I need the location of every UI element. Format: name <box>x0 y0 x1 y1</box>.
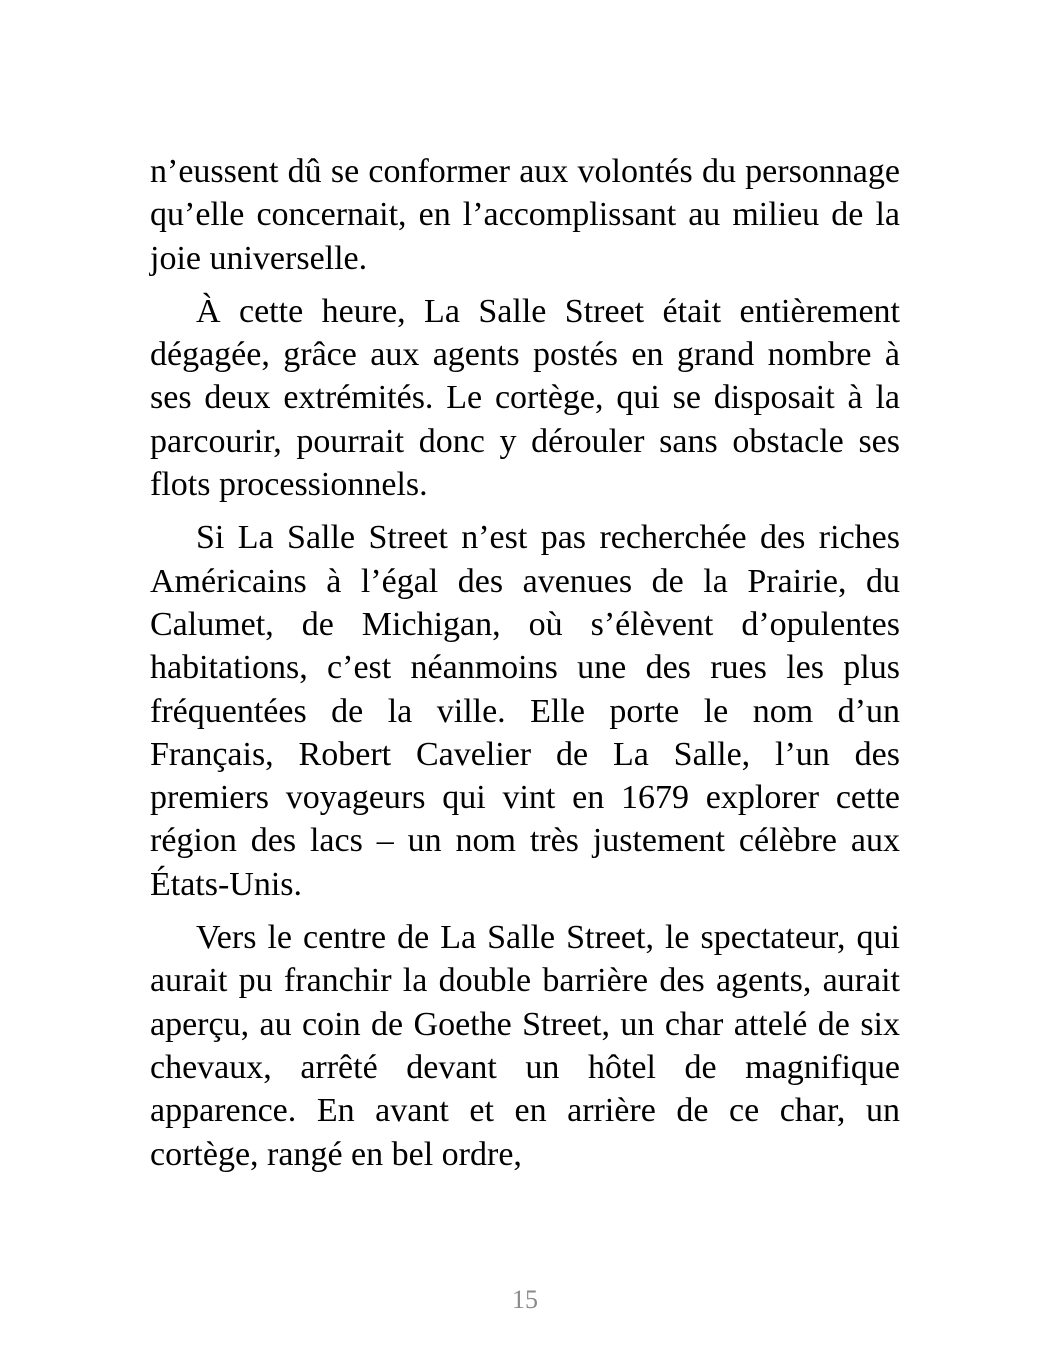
page-number: 15 <box>512 1285 538 1314</box>
paragraph: Si La Salle Street n’est pas recherchée des riches Américains à l’égal des avenues de la Prairie, du Calumet, de Michigan, où s’élèvent d’opulentes habitations, c’est néanmoins une des rues les plus fréquentées de la ville. Elle porte le nom d’un Français, Robert Cavelier de La Salle, l’un des premiers voyageurs qui vint en 1679 explorer cette région des lacs – un nom très justement célèbre aux États-Unis. <box>150 519 900 903</box>
paragraph: À cette heure, La Salle Street était entièrement dégagée, grâce aux agents postés en grand nombre à ses deux extrémités. Le cortège, qui se disposait à la parcourir, pourrait donc y dérouler sans obstacle ses flots processionnels. <box>150 292 900 504</box>
paragraph-continuation: n’eussent dû se conformer aux volontés du personnage qu’elle concernait, en l’accomplissant au milieu de la joie universelle. <box>150 153 900 277</box>
body-text <box>150 150 900 1186</box>
paragraph: Vers le centre de La Salle Street, le spectateur, qui aurait pu franchir la double barrière des agents, aurait aperçu, au coin de Goethe Street, un char attelé de six chevaux, arrêté devant un hôtel de magnifique apparence. En avant et en arrière de ce char, un cortège, rangé en bel ordre, <box>150 919 900 1173</box>
